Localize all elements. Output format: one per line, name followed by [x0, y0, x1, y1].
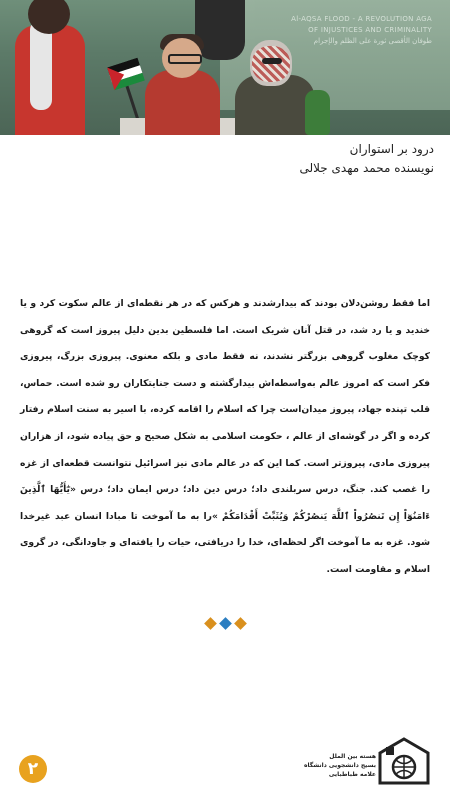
palestine-flag	[107, 58, 145, 91]
author-line: نویسنده محمد مهدی جلالی	[299, 161, 434, 175]
organization-logo-icon	[378, 737, 430, 785]
banner-line-2: OF INJUSTICES AND CRIMINALITY	[308, 26, 432, 34]
keffiyeh-pattern	[252, 46, 290, 82]
diamond-orange-icon	[204, 617, 217, 630]
person-seated	[145, 70, 220, 135]
divider-ornament	[203, 618, 249, 632]
diamond-orange-icon	[234, 617, 247, 630]
logo-line-1: هسته بین الملل	[329, 753, 376, 760]
diamond-blue-icon	[219, 617, 232, 630]
greeting-line: درود بر استواران	[349, 142, 434, 156]
banner-line-1: Al-AQSA FLOOD - A REVOLUTION AGA	[291, 15, 432, 23]
eye-gap	[262, 58, 282, 64]
person-background	[195, 0, 245, 60]
banner-line-3: طوفان الأقصى ثورة على الظلم والإجرام	[313, 37, 432, 45]
glasses	[168, 54, 202, 64]
plant	[305, 90, 330, 135]
article-body: اما فقط روشن‌دلان بودند که بیدار‌شدند و هرکس که در هر نقطه‌ای از عالم سکوت کرد و یا خندید و یا رد شد، در قتل آنان شریک است. اما فلسطین بدین دلیل پیروز است که گروهی کوچک مغلوب گروهی بزرگتر نشدند، نه فقط مادی و بلکه معنوی. پیروزی بزرگ، پیروزی فکر است که امروز عالم به‌واسطه‌اش بیدارگشته و دست جنایتکاران رو شده است. حماس، قلب تپنده جهاد، پیروز میدان‌است چرا که اسلام را اقامه کرده، با اسیر به سنت اسلام رفتار کرده و اگر در گوشه‌ای از عالم ، حکومت اسلامی به شکل صحیح و حق پیاده شود، از هزاران پیروزی مادی، پیروز‌تر است. کما این که در عالم مادی نیز اسرائیل نتوانست قطعه‌ای از غزه را غصب کند. جنگ، درس سربلندی داد؛ درس دین داد؛ درس ایمان داد؛ درس «يَٰٓأَيُّهَا ٱلَّذِينَ ءَامَنُوٓاْ إِن تَنصُرُواْ ٱللَّهَ يَنصُرْكُمْ وَيُثَبِّتْ أَقْدَامَكُمْ »را به ما آموخت تا مبادا انسان عبد غیرخدا شود. غزه به ما آموخت اگر لحظه‌ای، خدا را دریافتی، حیات را یافته‌ای و جاودانگی، در گروی اسلام و مقاومت است.	[20, 298, 430, 575]
hero-photo	[0, 0, 450, 135]
organization-name	[286, 752, 376, 779]
logo-line-2: بسیج دانشجویی دانشگاه علامه طباطبایی	[304, 762, 376, 778]
page-number-badge: ۲	[19, 755, 47, 783]
